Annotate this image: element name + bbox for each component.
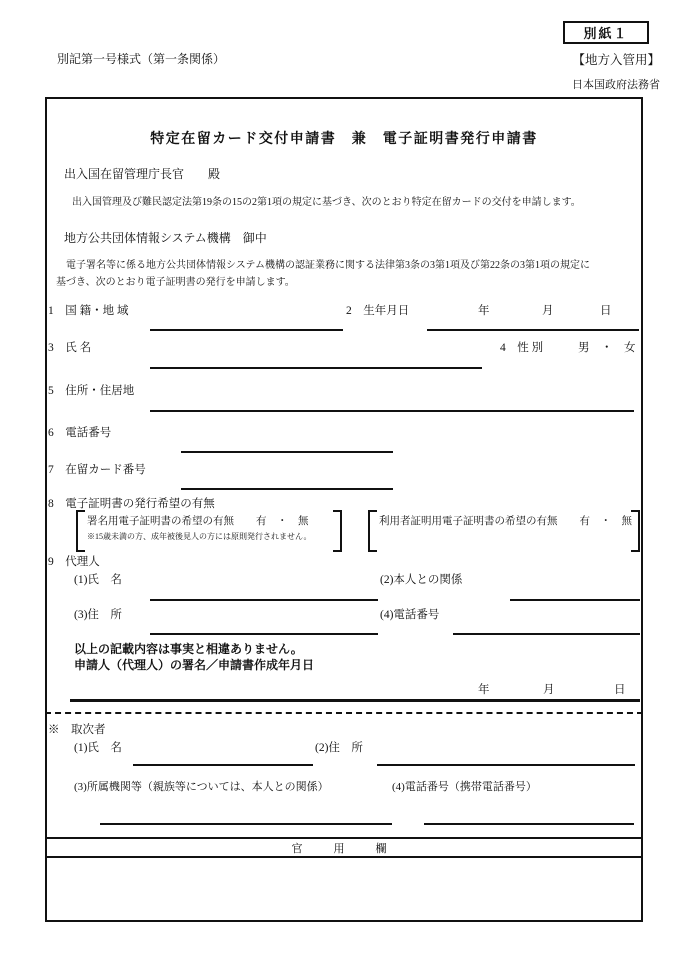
bracket-right-glyph [631, 510, 640, 552]
sex-options[interactable]: 男 ・ 女 [578, 342, 636, 354]
residence-card-input-line[interactable] [181, 488, 393, 490]
dashed-divider [45, 712, 643, 714]
proxy-relation-input-line[interactable] [510, 599, 640, 601]
attachment-number-box [563, 21, 649, 44]
issuing-authority: 日本国政府法務省 [572, 79, 660, 91]
birthdate-input-line[interactable] [427, 329, 639, 331]
agent-address-label: (2)住 所 [315, 742, 363, 754]
field-birthdate-label: 2 生年月日 [346, 305, 410, 317]
attachment-number-label: 別紙１ [583, 26, 629, 41]
birthdate-month-unit: 月 [542, 305, 554, 317]
signature-cert-label: 署名用電子証明書の希望の有無 [87, 516, 234, 527]
addressee-jlis: 地方公共団体情報システム機構 御中 [64, 231, 267, 245]
nationality-input-line[interactable] [150, 329, 343, 331]
form-title: 特定在留カード交付申請書 兼 電子証明書発行申請書 [150, 132, 538, 147]
official-use-band [45, 837, 643, 858]
agent-name-label: (1)氏 名 [74, 742, 122, 754]
agent-phone-label: (4)電話番号（携帯電話番号） [392, 781, 537, 793]
user-cert-label: 利用者証明用電子証明書の希望の有無 [379, 516, 558, 527]
bracket-right-glyph [333, 510, 342, 552]
agent-address-input-line[interactable] [377, 764, 635, 766]
proxy-address-label: (3)住 所 [74, 609, 122, 621]
statement-jlis-line2: 基づき、次のとおり電子証明書の発行を申請します。 [56, 277, 295, 288]
field-nationality-label: 1 国 籍・地 域 [48, 305, 129, 317]
user-cert-options[interactable]: 有 ・ 無 [579, 516, 632, 527]
proxy-name-input-line[interactable] [150, 599, 378, 601]
statement-jlis-line1: 電子署名等に係る地方公共団体情報システム機構の認証業務に関する法律第3条の3第1項及び第22条の3第1項の規定に [56, 260, 590, 271]
form-style-number: 別記第一号様式（第一条関係） [57, 52, 226, 66]
agent-org-input-line[interactable] [100, 823, 392, 825]
user-cert-group [368, 510, 640, 552]
agent-name-input-line[interactable] [133, 764, 313, 766]
agent-section-label: ※ 取次者 [48, 724, 106, 736]
signature-cert-options[interactable]: 有 ・ 無 [256, 516, 309, 527]
birthdate-year-unit: 年 [478, 305, 490, 317]
proxy-phone-input-line[interactable] [453, 633, 640, 635]
address-input-line[interactable] [150, 410, 634, 412]
field-residence-card-label: 7 在留カード番号 [48, 464, 146, 476]
field-phone-label: 6 電話番号 [48, 427, 112, 439]
field-address-label: 5 住所・住居地 [48, 385, 135, 397]
affirmation-line1: 以上の記載内容は事実と相違ありません。 [74, 642, 303, 656]
agent-phone-input-line[interactable] [424, 823, 634, 825]
official-use-label: 官 用 欄 [291, 842, 397, 855]
signature-month-unit: 月 [543, 684, 555, 696]
statement-immigration: 出入国管理及び難民認定法第19条の15の2第1項の規定に基づき、次のとおり特定在留カードの交付を申請します。 [62, 197, 581, 208]
bracket-left-glyph [368, 510, 377, 552]
proxy-phone-label: (4)電話番号 [380, 609, 440, 621]
bracket-left-glyph [76, 510, 85, 552]
field-name-label: 3 氏 名 [48, 342, 92, 354]
signature-cert-body [87, 513, 331, 542]
field-cert-wish-label: 8 電子証明書の発行希望の有無 [48, 498, 215, 510]
birthdate-day-unit: 日 [600, 305, 612, 317]
phone-input-line[interactable] [181, 451, 393, 453]
signature-day-unit: 日 [614, 684, 626, 696]
signature-cert-note: ※15歳未満の方、成年被後見人の方には原則発行されません。 [87, 532, 312, 541]
signature-input-line[interactable] [70, 699, 640, 702]
proxy-address-input-line[interactable] [150, 633, 378, 635]
office-copy-tag: 【地方入管用】 [572, 53, 660, 67]
field-proxy-label: 9 代理人 [48, 556, 100, 568]
name-input-line[interactable] [150, 367, 482, 369]
signature-cert-group [76, 510, 342, 552]
signature-year-unit: 年 [478, 684, 490, 696]
field-sex-label: 4 性 別 [500, 342, 544, 354]
proxy-relation-label: (2)本人との関係 [380, 574, 463, 586]
official-use-area [47, 858, 641, 920]
addressee-immigration: 出入国在留管理庁長官 殿 [64, 167, 221, 181]
proxy-name-label: (1)氏 名 [74, 574, 122, 586]
user-cert-body [379, 513, 632, 528]
affirmation-line2: 申請人（代理人）の署名／申請書作成年月日 [74, 658, 315, 672]
agent-org-label: (3)所属機関等（親族等については、本人との関係） [74, 781, 329, 793]
